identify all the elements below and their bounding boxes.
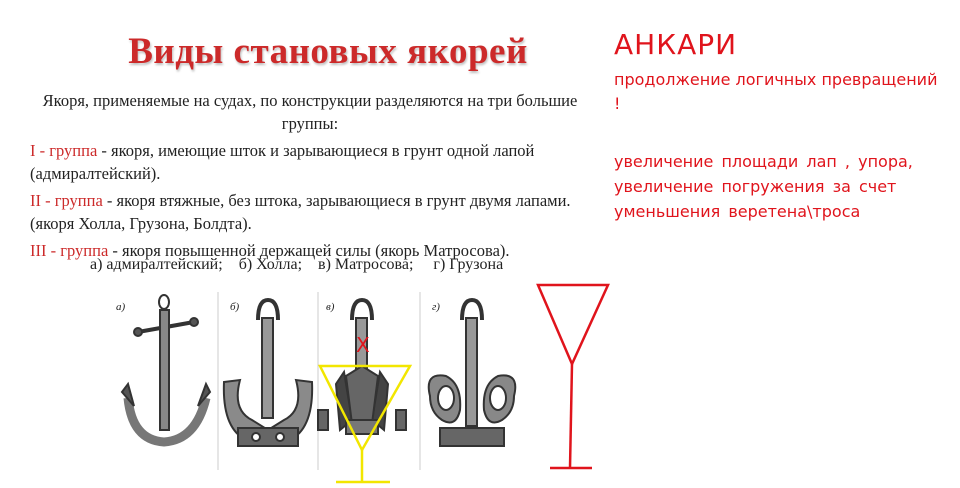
admiralty-anchor-illustration [122, 295, 210, 442]
figure-letter-d: г) [432, 301, 440, 313]
red-cross-mark: X [356, 333, 370, 357]
figure-letter-a: а) [116, 301, 126, 313]
group-3-label: III - группа [30, 241, 109, 260]
group-1-label: I - группа [30, 141, 98, 160]
intro-paragraph: Якоря, применяемые на судах, по конструкции разделяются на три большие группы: [42, 91, 578, 133]
group-2-label: II - группа [30, 191, 103, 210]
hall-anchor-illustration [224, 300, 312, 446]
group-2-text: - якоря втяжные, без штока, зарывающиеся в грунт двумя лапами. (якоря Холла, Грузона, Болдта). [30, 191, 571, 233]
figure-captions: а) адмиралтейский; б) Холла; в) Матросова; г) Грузона [90, 256, 504, 273]
annotation-body: увеличение площади лап , упора, увеличение погружения за счет уменьшения веретена\троса [614, 152, 913, 221]
figure-letter-c: в) [326, 301, 335, 313]
group-3-text: - якоря повышенной держащей силы (якорь Матросова). [108, 241, 510, 260]
annotation-subtitle: продолжение логичных превращений ! [614, 70, 938, 113]
red-triangle-sketch [538, 285, 608, 468]
figure-letter-b: б) [230, 301, 240, 313]
slide-title: Виды становых якорей [128, 31, 528, 72]
group-1-text: - якоря, имеющие шток и зарывающиеся в грунт одной лапой (адмиралтейский). [30, 141, 535, 183]
gruson-anchor-illustration [429, 300, 516, 446]
annotation-title: АНКАРИ [614, 28, 738, 61]
